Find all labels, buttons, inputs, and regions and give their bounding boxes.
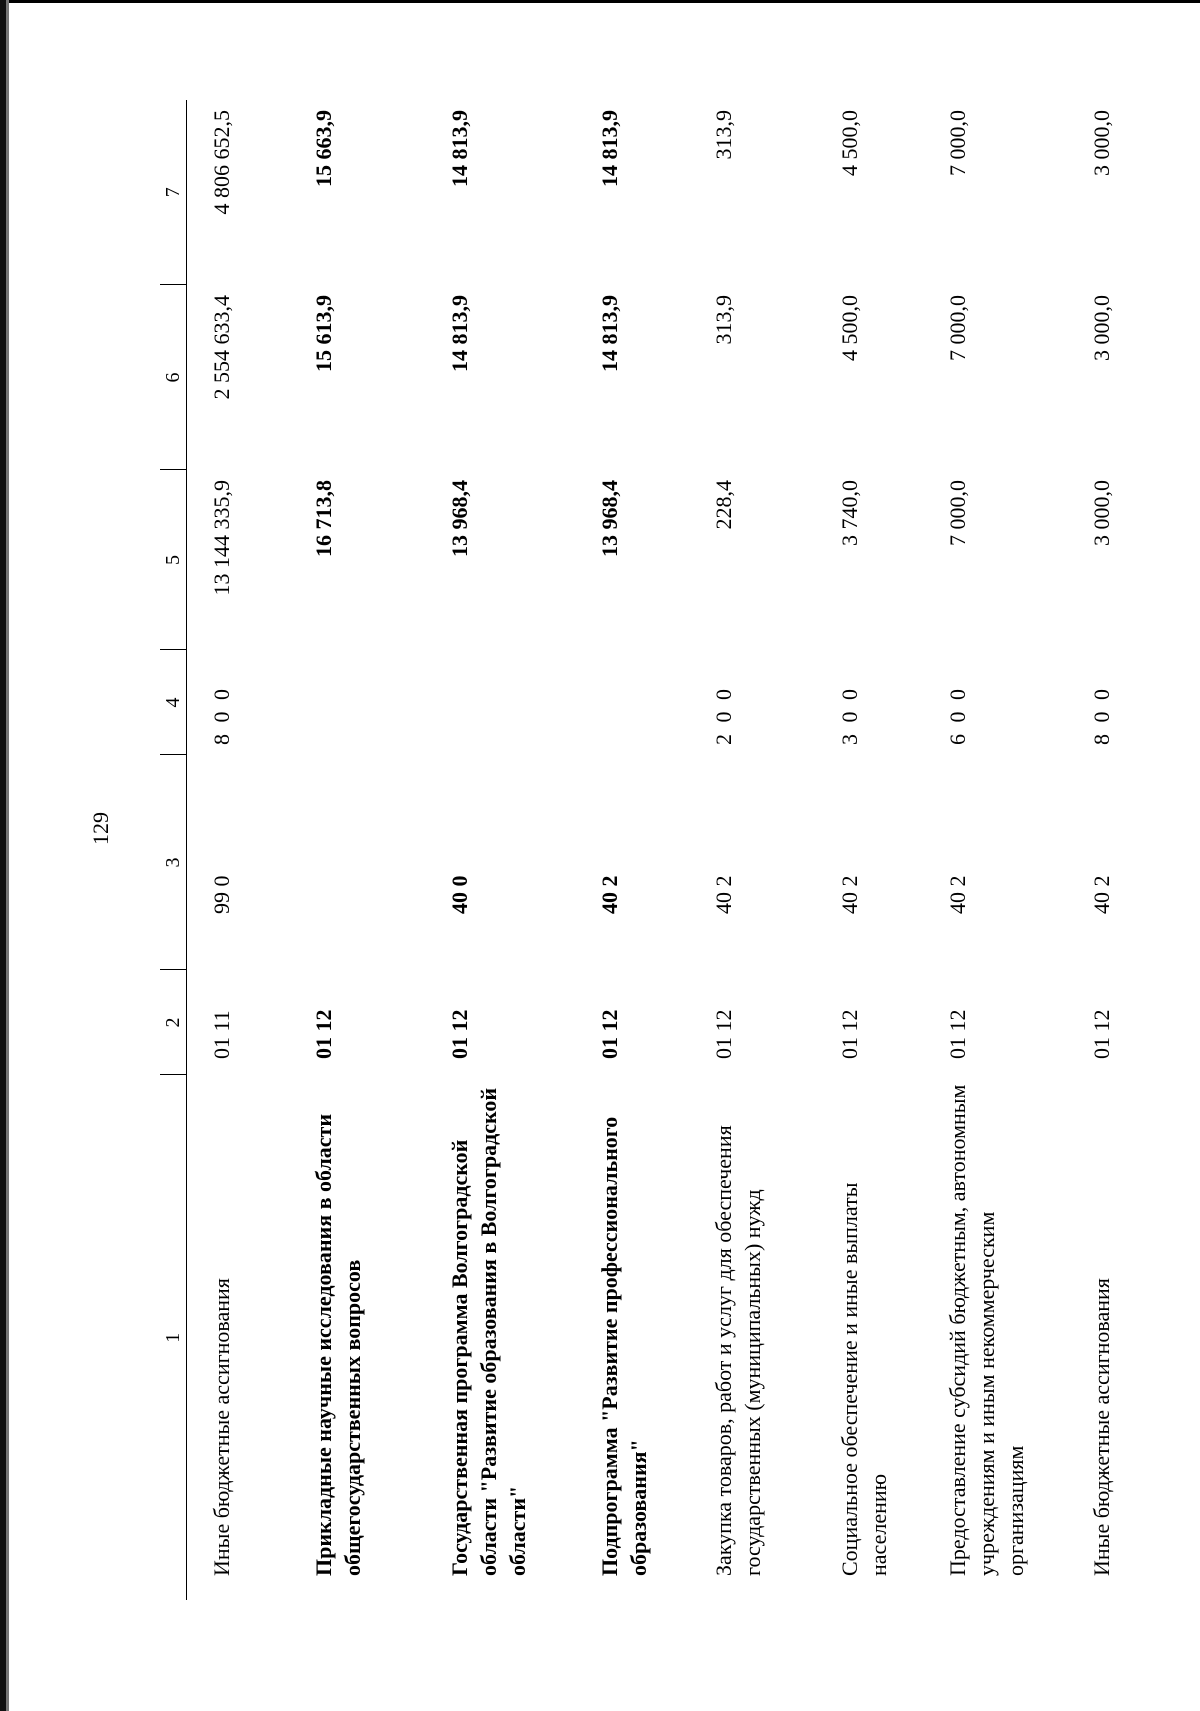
row-value-7: 14 813,9 bbox=[447, 110, 473, 187]
budget-table-rotated bbox=[160, 100, 1115, 1600]
row-name: Иные бюджетные ассигнования bbox=[1089, 1278, 1115, 1576]
row-section-code: 01 12 bbox=[311, 1009, 337, 1059]
row-value-7: 15 663,9 bbox=[311, 110, 337, 187]
header-col-7: 7 bbox=[160, 100, 187, 285]
row-article: 40 2 bbox=[597, 875, 623, 914]
row-value-5: 13 144 335,9 bbox=[209, 480, 235, 596]
row-value-5: 3 740,0 bbox=[837, 480, 863, 546]
scan-edge-top bbox=[0, 0, 1200, 3]
row-name: Предоставление субсидий бюджетным, автономным учреждениям и иным некоммерческим организациям bbox=[945, 1084, 1029, 1576]
row-expense-type: 2 0 0 bbox=[711, 686, 737, 745]
row-section-code: 01 12 bbox=[447, 1009, 473, 1059]
row-section-code: 01 12 bbox=[945, 1009, 971, 1059]
row-value-7: 4 806 652,5 bbox=[209, 110, 235, 215]
row-article: 40 2 bbox=[711, 875, 737, 914]
table-row bbox=[425, 100, 575, 1600]
row-article: 99 0 bbox=[209, 875, 235, 914]
row-value-6: 3 000,0 bbox=[1089, 295, 1115, 361]
row-value-5: 16 713,8 bbox=[311, 480, 337, 557]
table-row bbox=[689, 100, 815, 1600]
table-header-row bbox=[160, 100, 187, 1600]
row-expense-type bbox=[425, 650, 575, 755]
row-name: Иные бюджетные ассигнования bbox=[209, 1278, 235, 1576]
row-value-7: 14 813,9 bbox=[597, 110, 623, 187]
row-value-6: 4 500,0 bbox=[837, 295, 863, 361]
row-value-7: 4 500,0 bbox=[837, 110, 863, 176]
header-col-5: 5 bbox=[160, 470, 187, 650]
row-article: 40 0 bbox=[447, 875, 473, 914]
row-name: Социальное обеспечение и иные выплаты населению bbox=[837, 1182, 892, 1576]
row-section-code: 01 12 bbox=[837, 1009, 863, 1059]
row-value-5: 7 000,0 bbox=[945, 480, 971, 546]
scan-edge-left-shadow bbox=[6, 0, 9, 1711]
table-row bbox=[923, 100, 1067, 1600]
row-value-6: 7 000,0 bbox=[945, 295, 971, 361]
row-value-7: 7 000,0 bbox=[945, 110, 971, 176]
row-name: Государственная программа Волгоградской области "Развитие образования в Волгоградской области" bbox=[447, 1087, 531, 1576]
budget-table bbox=[160, 100, 1167, 1600]
row-article bbox=[289, 755, 425, 970]
row-value-5: 13 968,4 bbox=[447, 480, 473, 557]
header-col-4: 4 bbox=[160, 650, 187, 755]
row-value-6: 14 813,9 bbox=[597, 295, 623, 372]
row-section-code: 01 11 bbox=[209, 1010, 235, 1059]
row-article: 40 2 bbox=[837, 875, 863, 914]
header-col-6: 6 bbox=[160, 285, 187, 470]
row-article: 40 2 bbox=[945, 875, 971, 914]
header-col-2: 2 bbox=[160, 970, 187, 1075]
table-row bbox=[1067, 100, 1167, 1600]
row-article: 40 2 bbox=[1089, 875, 1115, 914]
row-value-6: 313,9 bbox=[711, 295, 737, 345]
table-row bbox=[575, 100, 689, 1600]
header-col-3: 3 bbox=[160, 755, 187, 970]
row-name: Закупка товаров, работ и услуг для обеспечения государственных (муниципальных) нужд bbox=[711, 1125, 766, 1576]
row-expense-type: 6 0 0 bbox=[945, 686, 971, 745]
row-value-7: 3 000,0 bbox=[1089, 110, 1115, 176]
header-col-1: 1 bbox=[160, 1075, 187, 1600]
row-expense-type bbox=[289, 650, 425, 755]
row-expense-type: 3 0 0 bbox=[837, 686, 863, 745]
row-name: Подпрограмма "Развитие профессионального образования" bbox=[597, 1116, 652, 1576]
row-value-5: 3 000,0 bbox=[1089, 480, 1115, 546]
row-section-code: 01 12 bbox=[1089, 1009, 1115, 1059]
row-value-7: 313,9 bbox=[711, 110, 737, 160]
row-value-5: 13 968,4 bbox=[597, 480, 623, 557]
row-section-code: 01 12 bbox=[597, 1009, 623, 1059]
row-value-5: 228,4 bbox=[711, 480, 737, 530]
row-value-6: 2 554 633,4 bbox=[209, 295, 235, 400]
row-name: Прикладные научные исследования в области общегосударственных вопросов bbox=[311, 1113, 366, 1576]
table-row bbox=[187, 100, 290, 1600]
row-expense-type: 8 0 0 bbox=[209, 686, 235, 745]
page-number: 129 bbox=[88, 812, 113, 845]
row-value-6: 15 613,9 bbox=[311, 295, 337, 372]
row-expense-type: 8 0 0 bbox=[1089, 686, 1115, 745]
table-row bbox=[815, 100, 923, 1600]
row-expense-type bbox=[575, 650, 689, 755]
table-row bbox=[289, 100, 425, 1600]
row-value-6: 14 813,9 bbox=[447, 295, 473, 372]
row-section-code: 01 12 bbox=[711, 1009, 737, 1059]
